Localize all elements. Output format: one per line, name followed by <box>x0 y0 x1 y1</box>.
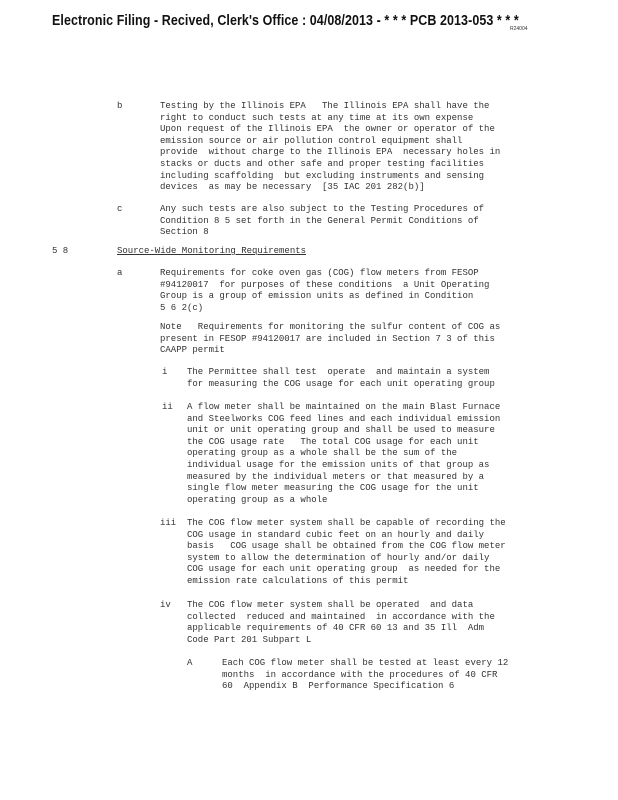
text-line: Testing by the Illinois EPA The Illinois EPA shall have the <box>160 101 490 111</box>
item-a-label: a <box>117 268 123 278</box>
text-line: provide without charge to the Illinois EPA necessary holes in <box>160 147 501 158</box>
text-line: Each COG flow meter shall be tested at least every 12 <box>222 658 509 668</box>
text-line: operating group as a whole shall be the sum of the <box>187 448 458 459</box>
text-line: Requirements for coke oven gas (COG) flow meters from FESOP <box>160 268 479 278</box>
header-stamp: Electronic Filing - Recived, Clerk's Office : 04/08/2013 - * * * PCB 2013-053 * * * <box>52 13 519 29</box>
text-line: Note Requirements for monitoring the sulfur content of COG as <box>160 322 501 332</box>
text-line: emission rate calculations of this permit <box>187 576 409 586</box>
text-line: stacks or ducts and other safe and proper testing facilities <box>160 159 485 169</box>
sub-iii-label: iii <box>160 518 177 528</box>
text-line: Group is a group of emission units as defined in Condition <box>160 291 474 302</box>
text-line: The Permittee shall test operate and maintain a system <box>187 367 490 377</box>
text-line: for measuring the COG usage for each unit operating group <box>187 378 495 389</box>
text-line: system to allow the determination of hourly and/or daily <box>187 552 490 563</box>
text-line: Any such tests are also subject to the Testing Procedures of <box>160 204 485 214</box>
item-c-label: c <box>117 204 123 214</box>
text-line: basis COG usage shall be obtained from the COG flow meter <box>187 541 506 552</box>
text-line: applicable requirements of 40 CFR 60 13 and 35 Ill Adm <box>187 623 485 634</box>
text-line: 5 6 2(c) <box>160 302 204 313</box>
text-line: A flow meter shall be maintained on the main Blast Furnace <box>187 402 501 412</box>
section-title: Source-Wide Monitoring Requirements <box>117 246 307 256</box>
text-line: Upon request of the Illinois EPA the owner or operator of the <box>160 124 495 135</box>
text-line: Code Part 201 Subpart L <box>187 634 312 645</box>
page-id: R24004 <box>510 26 528 32</box>
item-b-label: b <box>117 101 123 111</box>
text-line: emission source or air pollution control equipment shall <box>160 135 463 146</box>
text-line: months in accordance with the procedures of 40 CFR <box>222 669 498 680</box>
text-line: The COG flow meter system shall be operated and data <box>187 600 474 610</box>
text-line: The COG flow meter system shall be capable of recording the <box>187 518 506 528</box>
text-line: 60 Appendix B Performance Specification 6 <box>222 681 455 692</box>
text-line: CAAPP permit <box>160 345 225 356</box>
sub-i-label: i <box>162 367 168 377</box>
text-line: individual usage for the emission units of that group as <box>187 460 490 470</box>
text-line: unit or unit operating group and shall be used to measure <box>187 425 495 436</box>
text-line: devices as may be necessary [35 IAC 201 282(b)] <box>160 182 425 193</box>
text-line: operating group as a whole <box>187 494 328 505</box>
text-line: single flow meter measuring the COG usage for the unit <box>187 483 479 494</box>
text-line: Condition 8 5 set forth in the General Permit Conditions of <box>160 215 479 226</box>
text-line: COG usage for each unit operating group as needed for the <box>187 564 501 575</box>
text-line: Section 8 <box>160 227 209 238</box>
text-line: and Steelworks COG feed lines and each individual emission <box>187 413 501 424</box>
text-line: present in FESOP #94120017 are included in Section 7 3 of this <box>160 333 495 344</box>
text-line: the COG usage rate The total COG usage for each unit <box>187 436 479 447</box>
text-line: collected reduced and maintained in accordance with the <box>187 611 495 622</box>
text-line: measured by the individual meters or that measured by a <box>187 471 485 482</box>
sub-ii-label: ii <box>162 402 173 412</box>
text-line: including scaffolding but excluding instruments and sensing <box>160 170 485 181</box>
sub-A-label: A <box>187 658 193 668</box>
text-line: COG usage in standard cubic feet on an hourly and daily <box>187 529 485 540</box>
sub-iv-label: iv <box>160 600 171 610</box>
section-number: 5 8 <box>52 246 69 256</box>
text-line: #94120017 for purposes of these conditions a Unit Operating <box>160 279 490 290</box>
text-line: right to conduct such tests at any time at its own expense <box>160 112 474 123</box>
